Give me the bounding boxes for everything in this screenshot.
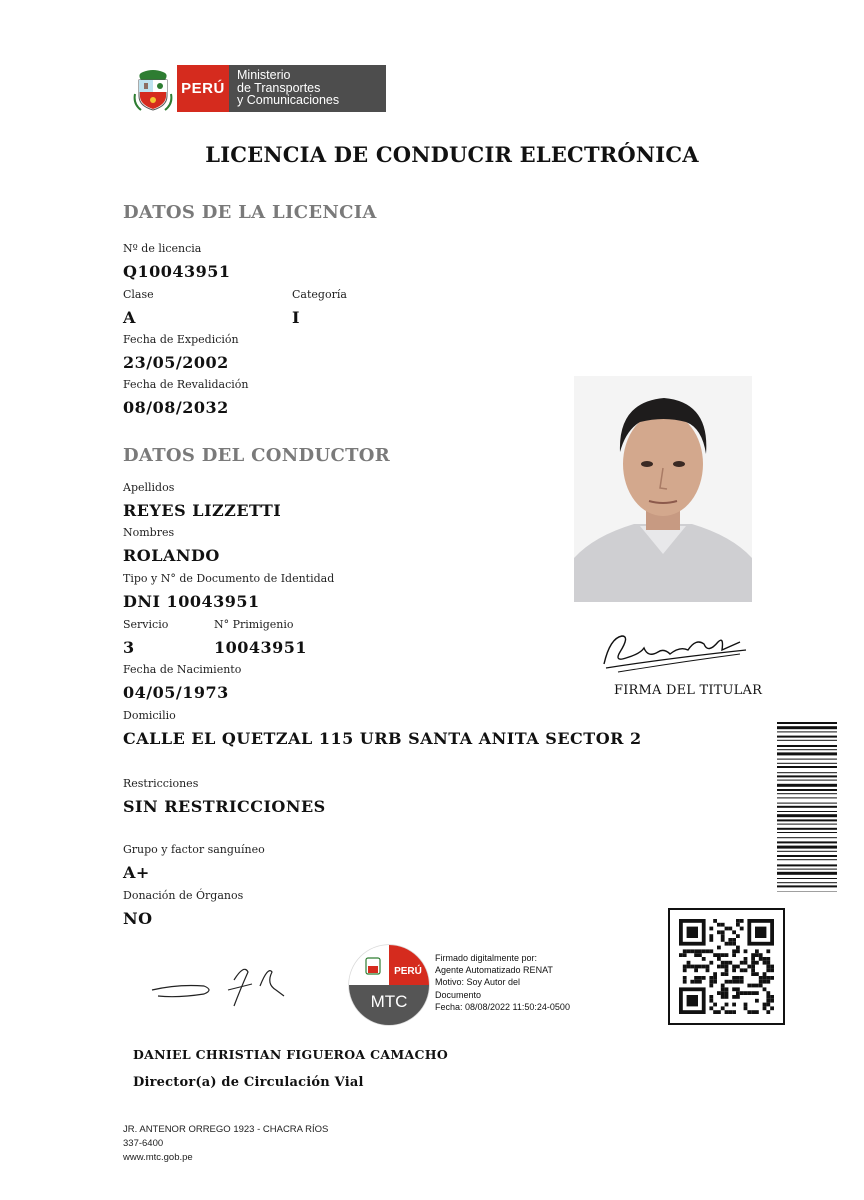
qr-module <box>694 953 698 957</box>
barcode-bar <box>777 828 837 830</box>
qr-module <box>725 942 729 946</box>
qr-module <box>755 991 759 995</box>
qr-module <box>740 919 744 923</box>
qr-module <box>732 953 736 957</box>
names: ROLANDO <box>123 546 220 565</box>
qr-module <box>766 968 770 972</box>
barcode-bar <box>777 745 837 747</box>
qr-module <box>721 1006 725 1010</box>
qr-module <box>709 999 713 1003</box>
qr-module <box>763 976 767 980</box>
qr-module <box>725 980 729 984</box>
qr-module <box>702 965 706 969</box>
qr-module <box>766 1003 770 1007</box>
qr-module <box>755 961 759 965</box>
qr-module <box>717 991 721 995</box>
qr-module <box>736 965 740 969</box>
qr-module <box>736 934 740 938</box>
qr-module <box>709 976 713 980</box>
qr-module <box>747 991 751 995</box>
qr-module <box>725 927 729 931</box>
qr-module <box>709 995 713 999</box>
primigenio-label: N° Primigenio <box>214 618 294 631</box>
revalidation-date: 08/08/2032 <box>123 398 229 417</box>
qr-module <box>698 965 702 969</box>
qr-module <box>687 965 691 969</box>
driver-photo <box>574 376 752 602</box>
qr-module <box>694 949 698 953</box>
qr-module <box>694 976 698 980</box>
qr-module <box>721 923 725 927</box>
barcode-bar <box>777 846 837 849</box>
qr-module <box>740 961 744 965</box>
qr-module <box>732 1010 736 1014</box>
address: CALLE EL QUETZAL 115 URB SANTA ANITA SECTOR 2 <box>123 729 642 748</box>
qr-module <box>751 961 755 965</box>
qr-module <box>766 961 770 965</box>
qr-module <box>744 1006 748 1010</box>
qr-module <box>766 957 770 961</box>
barcode-bar <box>777 731 837 732</box>
barcode-bar <box>777 789 837 791</box>
barcode-bar <box>777 797 837 798</box>
footer-website[interactable]: www.mtc.gob.pe <box>123 1152 193 1163</box>
qr-module <box>740 968 744 972</box>
organ-donation-label: Donación de Órganos <box>123 889 244 902</box>
barcode-bar <box>777 763 837 764</box>
qr-module <box>751 953 755 957</box>
qr-module <box>717 946 721 950</box>
qr-module <box>713 1010 717 1014</box>
qr-module <box>751 1010 755 1014</box>
qr-module <box>687 927 698 938</box>
barcode-bar <box>777 780 837 781</box>
barcode-bar <box>777 749 837 750</box>
holder-signature-label: FIRMA DEL TITULAR <box>614 683 763 698</box>
qr-module <box>728 942 732 946</box>
qr-module <box>751 957 755 961</box>
qr-module <box>717 953 721 957</box>
qr-module <box>725 1003 729 1007</box>
qr-module <box>702 976 706 980</box>
barcode-bar <box>777 885 837 887</box>
barcode-bar <box>777 766 837 768</box>
category-value: I <box>292 308 300 327</box>
qr-module <box>706 968 710 972</box>
director-role: Director(a) de Circulación Vial <box>133 1075 364 1090</box>
qr-module <box>744 968 748 972</box>
qr-module <box>747 984 751 988</box>
mtc-header-logo <box>133 64 386 113</box>
mtc-seal <box>348 944 430 1026</box>
qr-module <box>736 923 740 927</box>
qr-module <box>709 938 713 942</box>
qr-module <box>725 961 729 965</box>
license-number: Q10043951 <box>123 262 231 281</box>
qr-module <box>713 980 717 984</box>
qr-module <box>766 1010 770 1014</box>
qr-module <box>709 927 713 931</box>
license-number-label: Nº de licencia <box>123 242 202 255</box>
barcode-bar <box>777 859 837 860</box>
director-signature <box>148 960 298 1010</box>
digital-signature-info: Firmado digitalmente por: Agente Automatizado RENAT Motivo: Soy Autor del Documento Fecha: 08/08/2022 11:50:24-0500 <box>435 953 570 1012</box>
qr-module <box>732 965 736 969</box>
qr-module <box>744 949 748 953</box>
class-value: A <box>123 308 136 327</box>
qr-module <box>728 980 732 984</box>
qr-module <box>725 965 729 969</box>
qr-module <box>766 976 770 980</box>
qr-module <box>736 919 740 923</box>
barcode-bar <box>777 855 837 857</box>
qr-module <box>725 953 729 957</box>
driver-section-title: DATOS DEL CONDUCTOR <box>123 445 391 466</box>
barcode-bar <box>777 832 837 833</box>
qr-module <box>732 980 736 984</box>
id-document: DNI 10043951 <box>123 592 260 611</box>
qr-module <box>744 1003 748 1007</box>
restrictions: SIN RESTRICCIONES <box>123 797 326 816</box>
qr-module <box>694 968 698 972</box>
qr-module <box>721 987 725 991</box>
qr-module <box>687 961 691 965</box>
qr-module <box>751 968 755 972</box>
qr-module <box>706 949 710 953</box>
qr-module <box>755 999 759 1003</box>
qr-module <box>766 965 770 969</box>
qr-module <box>732 949 736 953</box>
qr-module <box>725 987 729 991</box>
qr-module <box>770 968 774 972</box>
service-label: Servicio <box>123 618 169 631</box>
barcode-bar <box>777 803 837 804</box>
qr-module <box>679 953 683 957</box>
qr-module <box>683 953 687 957</box>
qr-module <box>740 927 744 931</box>
qr-module <box>690 980 694 984</box>
qr-module <box>770 999 774 1003</box>
qr-module <box>766 949 770 953</box>
address-label: Domicilio <box>123 709 176 722</box>
barcode-bar <box>777 851 837 852</box>
blood-type: A+ <box>123 863 150 882</box>
qr-module <box>766 999 770 1003</box>
qr-module <box>759 953 763 957</box>
qr-module <box>759 980 763 984</box>
qr-module <box>751 991 755 995</box>
qr-module <box>713 972 717 976</box>
birth-date: 04/05/1973 <box>123 683 229 702</box>
barcode-bar <box>777 869 837 870</box>
qr-module <box>744 957 748 961</box>
document-title: LICENCIA DE CONDUCIR ELECTRÓNICA <box>205 142 699 167</box>
qr-module <box>736 980 740 984</box>
qr-module <box>732 938 736 942</box>
qr-module <box>732 987 736 991</box>
qr-module <box>709 949 713 953</box>
qr-module <box>717 923 721 927</box>
qr-module <box>721 965 725 969</box>
barcode-bar <box>777 814 837 817</box>
qr-module <box>740 980 744 984</box>
barcode-bar <box>777 837 837 838</box>
qr-module <box>732 1003 736 1007</box>
qr-module <box>698 953 702 957</box>
qr-module <box>721 995 725 999</box>
ministry-name: Ministerio de Transportes y Comunicaciones <box>229 65 386 112</box>
barcode-bar <box>777 878 837 879</box>
qr-module <box>763 972 767 976</box>
barcode-bar <box>777 841 837 843</box>
qr-module <box>755 953 759 957</box>
footer-phone: 337-6400 <box>123 1138 164 1149</box>
primigenio-value: 10043951 <box>214 638 308 657</box>
qr-module <box>683 968 687 972</box>
qr-module <box>709 961 713 965</box>
qr-module <box>687 995 698 1006</box>
qr-module <box>755 984 759 988</box>
qr-module <box>732 995 736 999</box>
category-label: Categoría <box>292 288 347 301</box>
qr-module <box>728 1010 732 1014</box>
restrictions-label: Restricciones <box>123 777 199 790</box>
barcode-bar <box>777 819 837 821</box>
barcode-bar <box>777 784 837 787</box>
qr-module <box>725 968 729 972</box>
surnames-label: Apellidos <box>123 481 175 494</box>
qr-module <box>709 984 713 988</box>
coat-of-arms-icon <box>133 66 173 112</box>
qr-module <box>751 965 755 969</box>
qr-module <box>763 961 767 965</box>
qr-module <box>713 953 717 957</box>
seal-peru-text: PERÚ <box>394 966 422 977</box>
qr-module <box>736 946 740 950</box>
class-label: Clase <box>123 288 154 301</box>
qr-module <box>770 965 774 969</box>
qr-module <box>721 938 725 942</box>
issue-date-label: Fecha de Expedición <box>123 333 239 346</box>
qr-module <box>713 976 717 980</box>
qr-module <box>763 987 767 991</box>
qr-module <box>725 972 729 976</box>
qr-module <box>732 930 736 934</box>
qr-module <box>690 965 694 969</box>
qr-module <box>690 949 694 953</box>
qr-module <box>759 984 763 988</box>
qr-module <box>763 1003 767 1007</box>
revalidation-date-label: Fecha de Revalidación <box>123 378 249 391</box>
qr-module <box>698 980 702 984</box>
barcode-bar <box>777 722 837 724</box>
qr-module <box>683 976 687 980</box>
qr-module <box>755 1010 759 1014</box>
qr-module <box>721 972 725 976</box>
qr-module <box>687 949 691 953</box>
qr-module <box>725 995 729 999</box>
qr-module <box>751 984 755 988</box>
qr-module <box>751 972 755 976</box>
barcode-bar <box>777 759 837 760</box>
qr-module <box>721 953 725 957</box>
peru-label: PERÚ <box>177 65 229 112</box>
qr-module <box>755 972 759 976</box>
names-label: Nombres <box>123 526 175 539</box>
holder-signature <box>600 628 750 678</box>
qr-module <box>744 991 748 995</box>
qr-module <box>702 957 706 961</box>
qr-module <box>759 976 763 980</box>
qr-module <box>759 957 763 961</box>
qr-module <box>694 980 698 984</box>
qr-module <box>717 965 721 969</box>
qr-module <box>683 949 687 953</box>
qr-module <box>709 980 713 984</box>
organ-donation: NO <box>123 909 153 928</box>
qr-code <box>668 908 785 1025</box>
qr-module <box>763 1006 767 1010</box>
qr-module <box>702 949 706 953</box>
qr-module <box>732 942 736 946</box>
director-name: DANIEL CHRISTIAN FIGUEROA CAMACHO <box>133 1047 449 1062</box>
qr-module <box>683 980 687 984</box>
qr-module <box>766 991 770 995</box>
qr-module <box>725 991 729 995</box>
qr-module <box>717 1010 721 1014</box>
qr-module <box>740 991 744 995</box>
qr-module <box>736 991 740 995</box>
qr-module <box>736 987 740 991</box>
qr-module <box>740 976 744 980</box>
qr-module <box>763 957 767 961</box>
qr-module <box>763 980 767 984</box>
barcode-bar <box>777 793 837 794</box>
qr-module <box>728 961 732 965</box>
id-document-label: Tipo y N° de Documento de Identidad <box>123 572 335 585</box>
qr-module <box>721 934 725 938</box>
qr-module <box>717 957 721 961</box>
qr-module <box>694 965 698 969</box>
qr-module <box>721 930 725 934</box>
qr-module <box>736 949 740 953</box>
qr-module <box>766 980 770 984</box>
qr-module <box>770 995 774 999</box>
service-value: 3 <box>123 638 135 657</box>
barcode-bar <box>777 864 837 866</box>
footer-address: JR. ANTENOR ORREGO 1923 - CHACRA RÍOS <box>123 1124 329 1135</box>
blood-type-label: Grupo y factor sanguíneo <box>123 843 265 856</box>
qr-module <box>755 949 759 953</box>
seal-mtc-text: MTC <box>370 992 408 1011</box>
barcode-bar <box>777 772 837 773</box>
qr-module <box>770 976 774 980</box>
qr-module <box>713 919 717 923</box>
qr-module <box>721 961 725 965</box>
qr-module <box>736 995 740 999</box>
qr-module <box>721 984 725 988</box>
qr-module <box>706 965 710 969</box>
barcode-bar <box>777 806 837 808</box>
barcode-bar <box>777 872 837 875</box>
barcode-bar <box>777 752 837 755</box>
qr-module <box>728 938 732 942</box>
qr-module <box>744 961 748 965</box>
birth-date-label: Fecha de Nacimiento <box>123 663 242 676</box>
barcode <box>777 722 837 892</box>
footer-contact <box>123 1123 328 1165</box>
qr-pattern <box>679 919 774 1014</box>
qr-module <box>732 968 736 972</box>
qr-module <box>766 995 770 999</box>
qr-module <box>709 934 713 938</box>
barcode-bar <box>777 736 837 738</box>
qr-module <box>698 976 702 980</box>
barcode-bar <box>777 775 837 777</box>
barcode-bar <box>777 740 837 741</box>
barcode-bar <box>777 824 837 825</box>
qr-module <box>732 976 736 980</box>
barcode-bar <box>777 726 837 729</box>
qr-module <box>721 991 725 995</box>
qr-module <box>736 976 740 980</box>
issue-date: 23/05/2002 <box>123 353 229 372</box>
qr-module <box>747 1010 751 1014</box>
qr-module <box>755 927 766 938</box>
qr-module <box>709 1006 713 1010</box>
qr-module <box>725 1010 729 1014</box>
surnames: REYES LIZZETTI <box>123 501 282 520</box>
qr-module <box>713 1003 717 1007</box>
barcode-bar <box>777 882 837 883</box>
qr-module <box>728 927 732 931</box>
barcode-bar <box>777 811 837 812</box>
qr-module <box>683 965 687 969</box>
qr-module <box>770 1006 774 1010</box>
qr-module <box>717 930 721 934</box>
qr-module <box>698 949 702 953</box>
license-section-title: DATOS DE LA LICENCIA <box>123 202 377 223</box>
qr-module <box>747 965 751 969</box>
